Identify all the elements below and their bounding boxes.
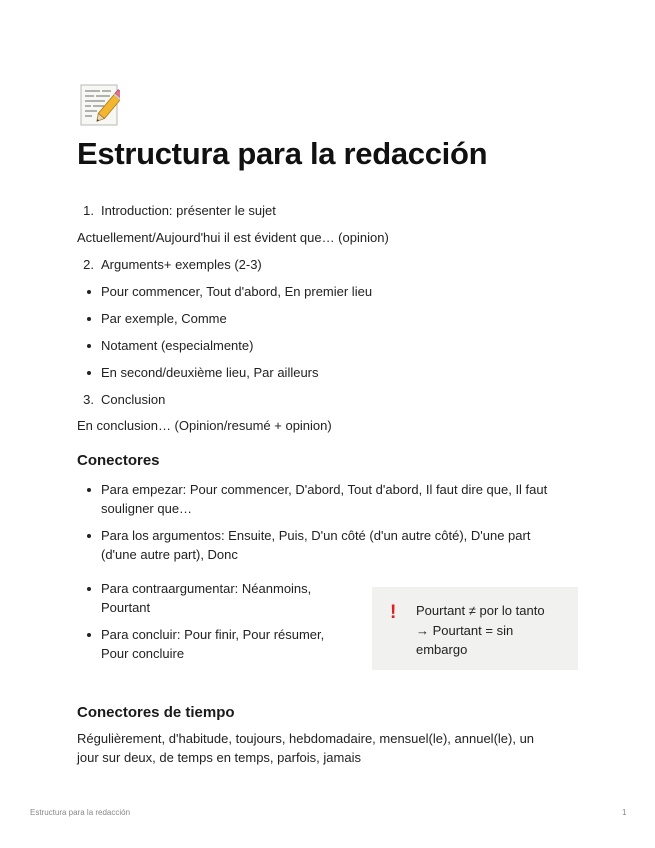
paragraph-continuation: jour sur deux, de temps en temps, parfois, jamais (77, 750, 361, 765)
exclamation-icon: ! (390, 602, 397, 623)
bullet-icon (87, 344, 91, 348)
list-item-continuation: souligner que… (101, 501, 193, 516)
list-item: Conclusion (101, 392, 166, 407)
section-heading: Conectores de tiempo (77, 704, 235, 721)
callout-line: embargo (416, 642, 468, 657)
list-item: Notament (especialmente) (101, 338, 254, 353)
list-item: Para empezar: Pour commencer, D'abord, Tout d'abord, Il faut dire que, Il faut (101, 482, 548, 497)
callout-line: Pourtant ≠ por lo tanto (416, 603, 545, 618)
list-item: Arguments+ exemples (2-3) (101, 257, 262, 272)
callout-text (416, 601, 566, 660)
bullet-icon (87, 633, 91, 637)
callout-box (372, 587, 578, 670)
list-item: Para los argumentos: Ensuite, Puis, D'un côté (d'un autre côté), D'une part (101, 528, 531, 543)
bullet-icon (87, 290, 91, 294)
section-heading: Conectores (77, 452, 160, 469)
bullet-icon (87, 534, 91, 538)
page-title: Estructura para la redacción (77, 136, 488, 171)
bullet-icon (87, 371, 91, 375)
list-number: 3. (83, 392, 94, 407)
paragraph: Régulièrement, d'habitude, toujours, hebdomadaire, mensuel(le), annuel(le), un (77, 731, 535, 746)
list-number: 2. (83, 257, 94, 272)
bullet-icon (87, 488, 91, 492)
list-item-continuation: (d'une autre part), Donc (101, 547, 238, 562)
list-item-continuation: Pourtant (101, 600, 151, 615)
list-item: En second/deuxième lieu, Par ailleurs (101, 365, 319, 380)
list-item-continuation: Pour concluire (101, 646, 185, 661)
bullet-icon (87, 587, 91, 591)
callout-line: → Pourtant = sin (416, 622, 514, 638)
list-item: Para contraargumentar: Néanmoins, (101, 581, 312, 596)
list-item: Para concluir: Pour finir, Pour résumer, (101, 627, 325, 642)
footer-title: Estructura para la redacción (30, 808, 131, 817)
page-number: 1 (622, 808, 627, 817)
list-item: Par exemple, Comme (101, 311, 227, 326)
paragraph: En conclusion… (Opinion/resumé + opinion) (77, 418, 332, 433)
bullet-icon (87, 317, 91, 321)
memo-icon (80, 84, 120, 128)
list-item: Introduction: présenter le sujet (101, 203, 276, 218)
list-number: 1. (83, 203, 94, 218)
paragraph: Actuellement/Aujourd'hui il est évident que… (opinion) (77, 230, 389, 245)
list-item: Pour commencer, Tout d'abord, En premier lieu (101, 284, 373, 299)
